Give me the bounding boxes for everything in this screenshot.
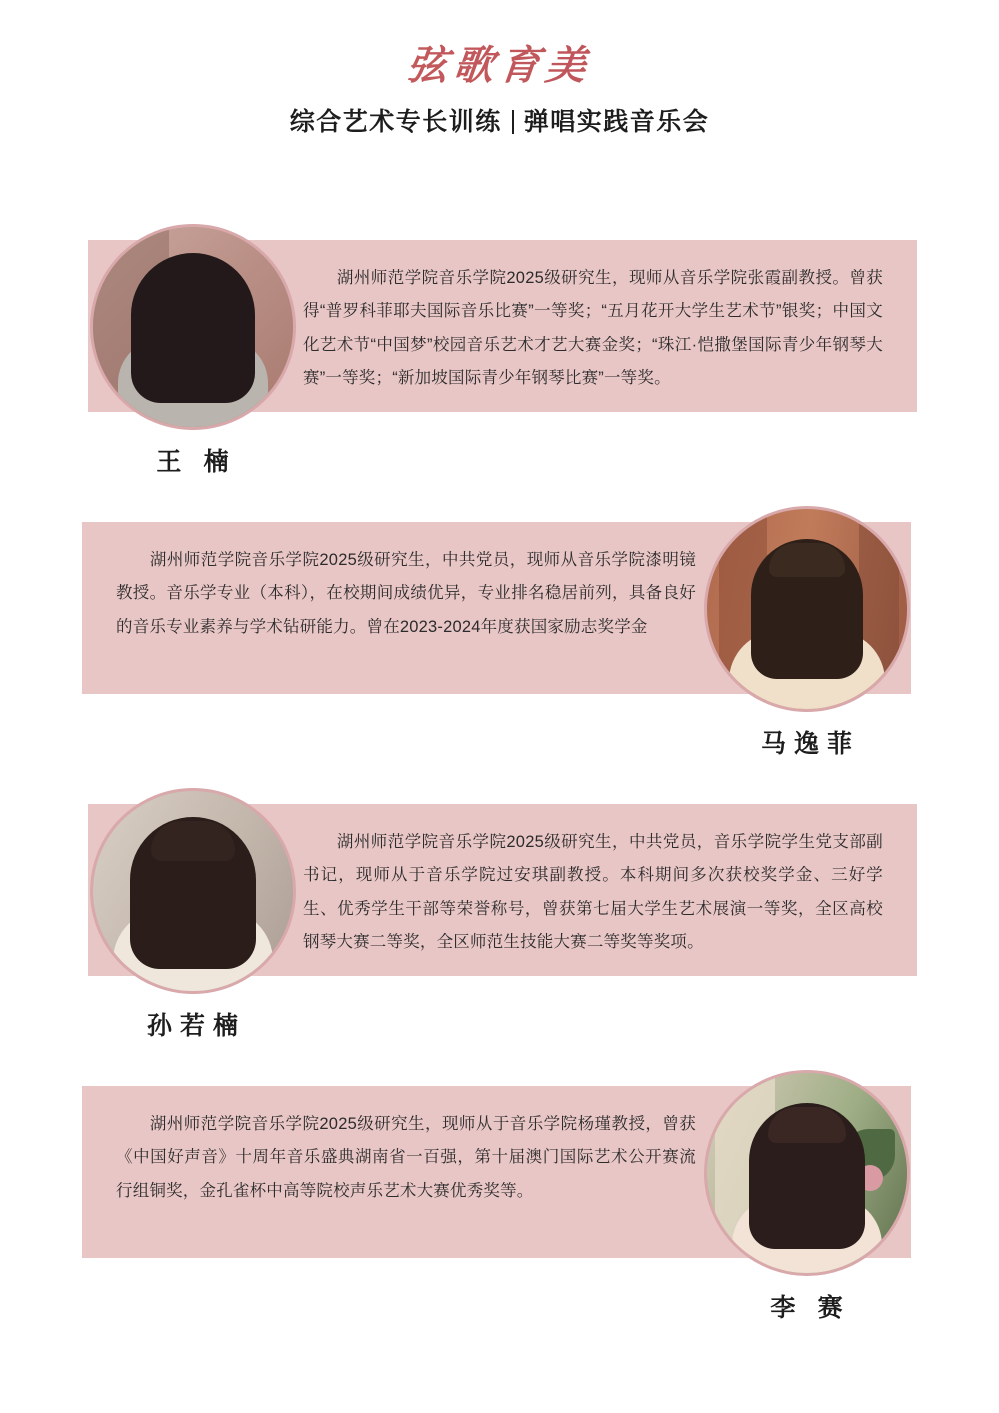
- bio-text: 湖州师范学院音乐学院2025级研究生，现师从音乐学院张霞副教授。曾获得“普罗科菲耶夫国际音乐比赛”一等奖；“五月花开大学生艺术节”银奖；中国文化艺术节“中国梦”校园音乐艺术才艺大赛金奖；“珠江·恺撒堡国际青少年钢琴大赛”一等奖；“新加坡国际青少年钢琴比赛”一等奖。: [303, 269, 883, 387]
- profile-card: [0, 224, 999, 476]
- portrait-block: [704, 1070, 909, 1324]
- subtitle-right: 弹唱实践音乐会: [523, 108, 710, 136]
- portrait-photo: [704, 1070, 910, 1276]
- page-header: [0, 0, 999, 138]
- portrait-photo: [90, 788, 296, 994]
- bio-text: 湖州师范学院音乐学院2025级研究生，中共党员，音乐学院学生党支部副书记，现师从于音乐学院过安琪副教授。本科期间多次获校奖学金、三好学生、优秀学生干部等荣誉称号，曾获第七届大学生艺术展演一等奖，全区高校钢琴大赛二等奖，全区师范生技能大赛二等奖等奖项。: [303, 833, 883, 951]
- bio-text: 湖州师范学院音乐学院2025级研究生，现师从于音乐学院杨瑾教授，曾获《中国好声音》十周年音乐盛典湖南省一百强，第十届澳门国际艺术公开赛流行组铜奖，金孔雀杯中高等院校声乐艺术大赛优秀奖等。: [116, 1115, 696, 1200]
- portrait-image-2: [707, 509, 907, 709]
- profile-list: [0, 224, 999, 1322]
- profile-name: 孙若楠: [146, 1013, 246, 1040]
- portrait-block: [704, 506, 909, 760]
- profile-card: [0, 1070, 999, 1322]
- subtitle-divider-icon: [512, 110, 514, 134]
- profile-name: 马逸菲: [760, 731, 860, 758]
- profile-name: 王 楠: [156, 449, 237, 476]
- portrait-image-1: [93, 227, 293, 427]
- page-subtitle: [0, 102, 999, 138]
- profile-card: [0, 506, 999, 758]
- portrait-photo: [90, 224, 296, 430]
- profile-card: [0, 788, 999, 1040]
- bio-text: 湖州师范学院音乐学院2025级研究生，中共党员，现师从音乐学院漆明镜教授。音乐学专业（本科），在校期间成绩优异，专业排名稳居前列，具备良好的音乐专业素养与学术钻研能力。曾在2023-2024年度获国家励志奖学金: [116, 551, 696, 636]
- page-title: 弦歌育美: [0, 44, 999, 88]
- portrait-block: [90, 788, 295, 1042]
- portrait-block: [90, 224, 295, 478]
- portrait-image-3: [93, 791, 293, 991]
- portrait-image-4: [707, 1073, 907, 1273]
- portrait-photo: [704, 506, 910, 712]
- subtitle-left: 综合艺术专长训练: [289, 108, 502, 136]
- profile-name: 李 赛: [770, 1295, 851, 1322]
